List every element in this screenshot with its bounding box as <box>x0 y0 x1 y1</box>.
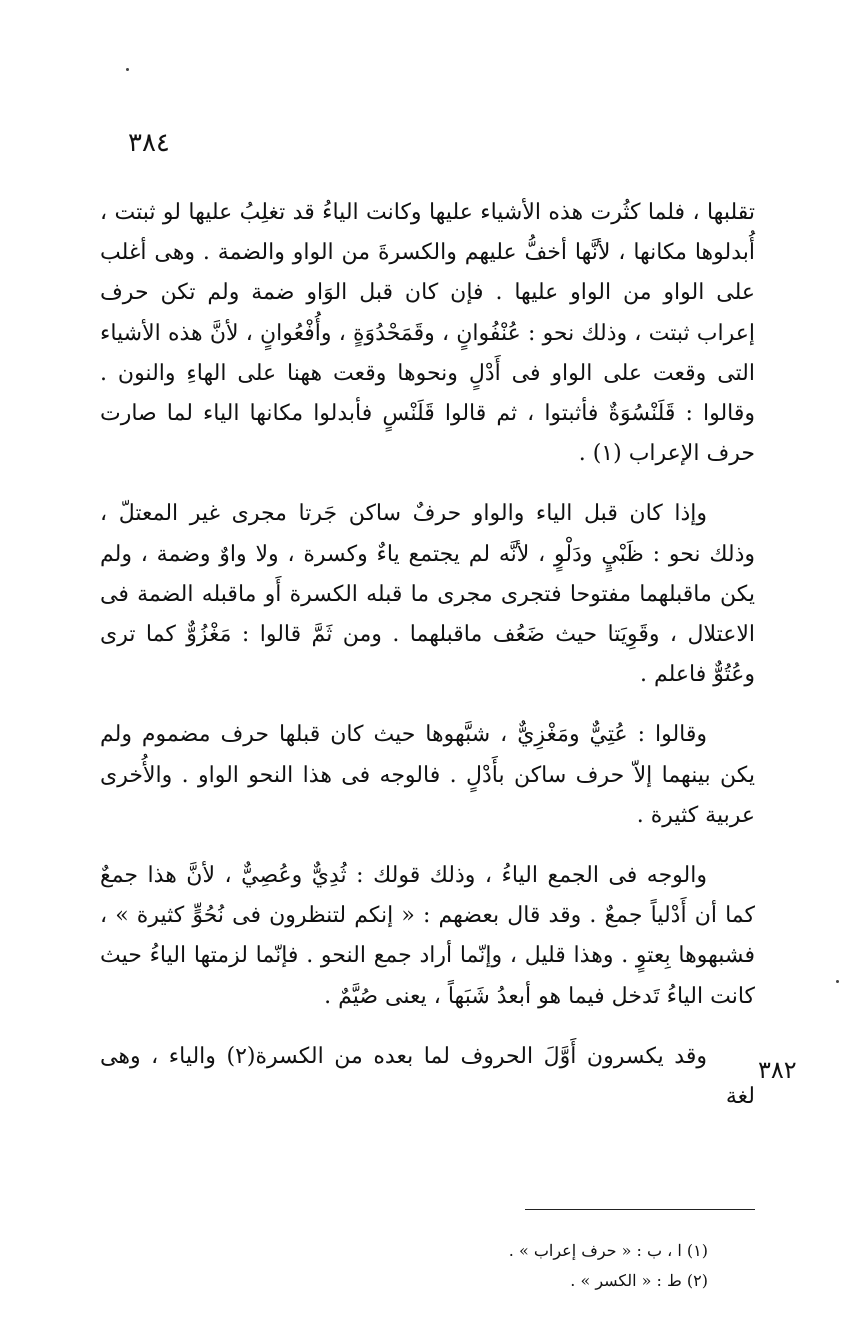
paragraph: والوجه فى الجمع الياءُ ، وذلك قولك : ثُدِيٌّ وعُصِيٌّ ، لأنَّ هذا جمعٌ كما أن أَدْلياً جمعٌ . وقد قال بعضهم : « إنكم لتنظرون فى نُحُوٍّ كثيرة » ، فشبهوها بِعتوٍ . وهذا قليل ، وإنّما أراد جمع النحو . فإنّما لزمتها الياءُ حيث كانت الياءُ تَدخل فيما هو أبعدُ شَبَهاً ، يعنى صُيَّمٌ . <box>100 863 755 1009</box>
footnote-divider <box>525 1209 755 1210</box>
page-speck <box>126 68 129 71</box>
footnote: (١) ا ، ب : « حرف إعراب » . <box>508 1241 708 1260</box>
footnotes <box>400 1236 708 1296</box>
paragraph: وقالوا : عُتِيٌّ ومَغْزِيٌّ ، شبَّهوها حيث كان قبلها حرف مضموم ولم يكن بينهما إلاّ حرف ساكن بأَدْلٍ . فالوجه فى هذا النحو الواو . والأُخرى عربية كثيرة . <box>100 722 755 828</box>
paragraph: وقد يكسرون أَوَّلَ الحروف لما بعده من الكسرة(٢) والياء ، وهى لغة <box>100 1043 755 1110</box>
page-speck <box>836 980 839 983</box>
paragraph: تقلبها ، فلما كثُرت هذه الأشياء عليها وكانت الياءُ قد تغلِبُ عليها لو ثبتت ، أُبدلوها مكانها ، لأنَّها أخفُّ عليهم والكسرةَ من الواو والضمة . وهى أغلب على الواو من الواو عليها . فإن كان قبل الوَاو ضمة ولم تكن حرف إعراب ثبتت ، وذلك نحو : عُنْفُوانٍ ، وقَمَحْدُوَةٍ ، وأُفْعُوانٍ ، لأنَّ هذه الأشياء التى وقعت على الواو فى أَدْلٍ ونحوها وقعت ههنا على الهاءِ والنون . وقالوا : قَلَنْسُوَةٌ فأثبتوا ، ثم قالوا قَلَنْسٍ فأبدلوا مكانها الياء لما صارت حرف الإعراب (١) . <box>100 200 755 467</box>
paragraph: وإذا كان قبل الياء والواو حرفٌ ساكن جَرتا مجرى غير المعتلّ ، وذلك نحو : ظَبْيٍ ودَلْوٍ ، لأنَّه لم يجتمع ياءٌ وكسرة ، ولا واوٌ وضمة ، ولم يكن ماقبلهما مفتوحا فتجرى مجرى ما قبله الكسرة أَو ماقبله الضمة فى الاعتلال ، وقَوِيَتا حيث ضَعُف ماقبلهما . ومن ثَمَّ قالوا : مَغْزُوٌّ كما ترى وعُتُوٌّ فاعلم . <box>100 501 755 688</box>
page-number: ٣٨٤ <box>128 128 170 158</box>
footnote: (٢) ط : « الكسر » . <box>570 1271 708 1290</box>
main-text <box>100 193 755 1117</box>
margin-page-reference: ٣٨٢ <box>758 1056 797 1084</box>
